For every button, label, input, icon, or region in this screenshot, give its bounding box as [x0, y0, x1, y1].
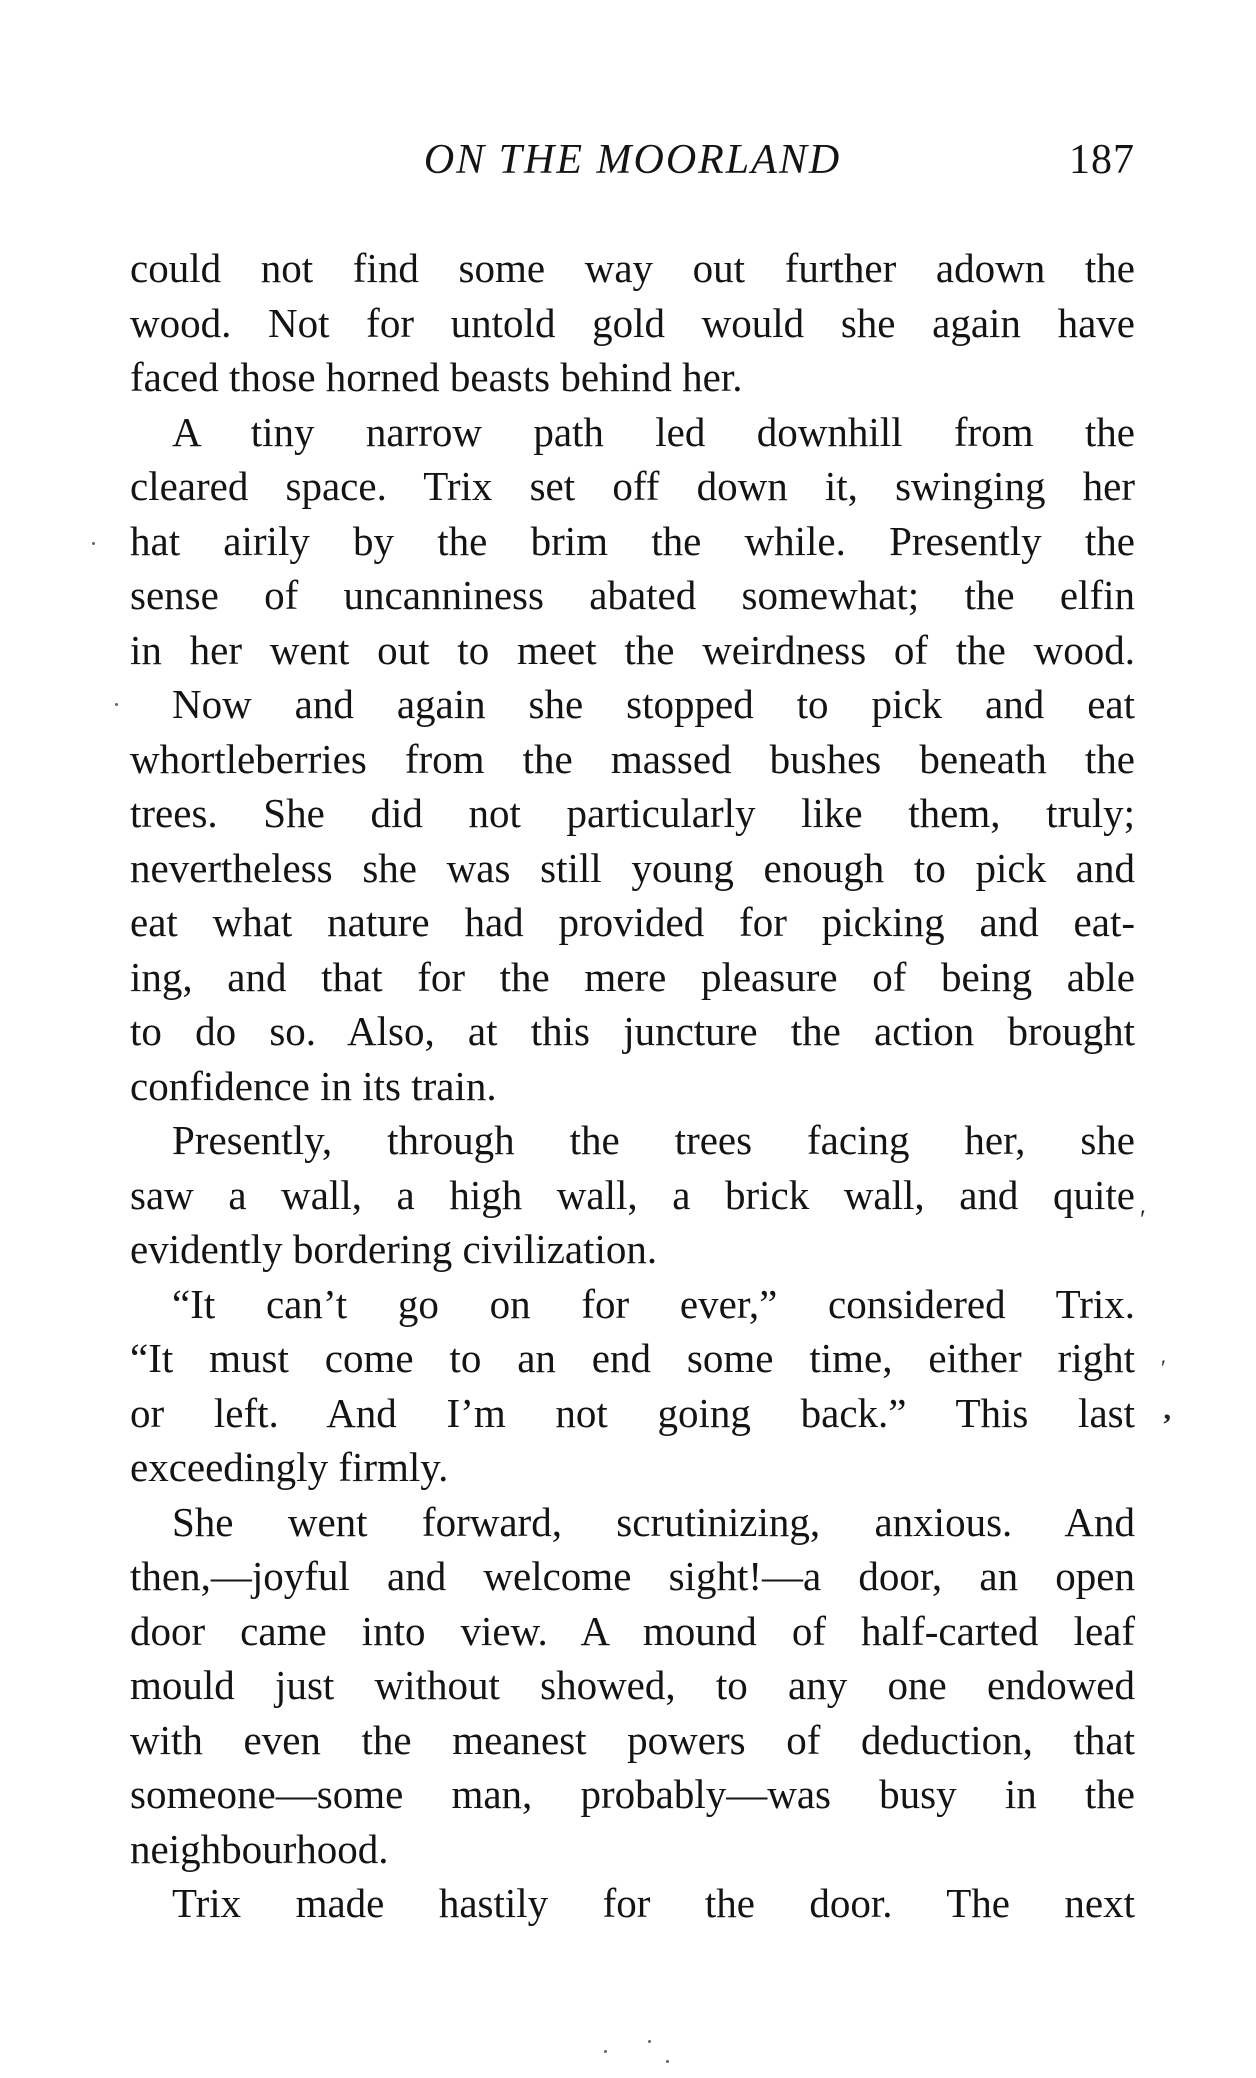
text-line: faced those horned beasts behind her.: [130, 354, 743, 400]
text-line: A tiny narrow path led downhill from the: [172, 408, 1135, 455]
text-line: or left. And I’m not going back.” This last: [130, 1389, 1135, 1436]
text-line: whortleberries from the massed bushes beneath the: [130, 735, 1135, 782]
text-line: confidence in its train.: [130, 1062, 497, 1109]
text-line: with even the meanest powers of deduction, that: [130, 1716, 1135, 1763]
text-line: in her went out to meet the weirdness of the wood.: [130, 626, 1135, 673]
page-number: 187: [1069, 137, 1135, 183]
text-line: could not find some way out further adown the: [130, 245, 1135, 291]
text-line: saw a wall, a high wall, a brick wall, and quite: [130, 1171, 1135, 1218]
text-line: Presently, through the trees facing her, she: [172, 1117, 1135, 1163]
text-line: Trix made hastily for the door. The next: [172, 1880, 1135, 1926]
text-line: eat what nature had provided for picking and eat-: [130, 899, 1135, 945]
text-line: sense of uncanniness abated somewhat; the elfin: [130, 572, 1135, 618]
text-line: to do so. Also, at this juncture the action brought: [130, 1008, 1135, 1054]
text-line: trees. She did not particularly like them, truly;: [130, 790, 1135, 836]
paper-speck: [604, 2050, 607, 2053]
text-line: cleared space. Trix set off down it, swinging her: [130, 463, 1135, 509]
text-line: She went forward, scrutinizing, anxious. And: [172, 1498, 1135, 1545]
paper-speck: [115, 703, 118, 706]
paper-speck: [648, 2040, 651, 2043]
running-title: ON THE MOORLAND: [423, 137, 842, 183]
text-line: nevertheless she was still young enough to pick and: [130, 844, 1135, 891]
text-line: door came into view. A mound of half-carted leaf: [130, 1607, 1135, 1654]
paper-speck: [666, 2060, 669, 2063]
text-line: hat airily by the brim the while. Presently the: [130, 517, 1135, 564]
margin-pencil-mark: ′: [1161, 1355, 1166, 1380]
text-line: then,—joyful and welcome sight!—a door, an open: [130, 1553, 1135, 1599]
text-line: wood. Not for untold gold would she again have: [130, 299, 1135, 346]
text-line: neighbourhood.: [130, 1825, 389, 1872]
margin-pencil-mark: ′: [1140, 1205, 1146, 1234]
margin-pencil-mark: ’: [1162, 1408, 1172, 1441]
text-line: mould just without showed, to any one endowed: [130, 1662, 1135, 1708]
text-line: evidently bordering civilization.: [130, 1226, 658, 1272]
text-line: someone—some man, probably—was busy in the: [130, 1771, 1135, 1817]
running-head: [130, 130, 1135, 190]
text-line: exceedingly firmly.: [130, 1444, 449, 1490]
text-line: “It can’t go on for ever,” considered Trix.: [172, 1280, 1135, 1327]
paper-speck: [92, 542, 95, 545]
text-line: ing, and that for the mere pleasure of being able: [130, 953, 1135, 1000]
body-text: [130, 241, 1135, 1931]
text-line: Now and again she stopped to pick and eat: [172, 681, 1135, 727]
text-line: “It must come to an end some time, either right: [130, 1335, 1135, 1381]
